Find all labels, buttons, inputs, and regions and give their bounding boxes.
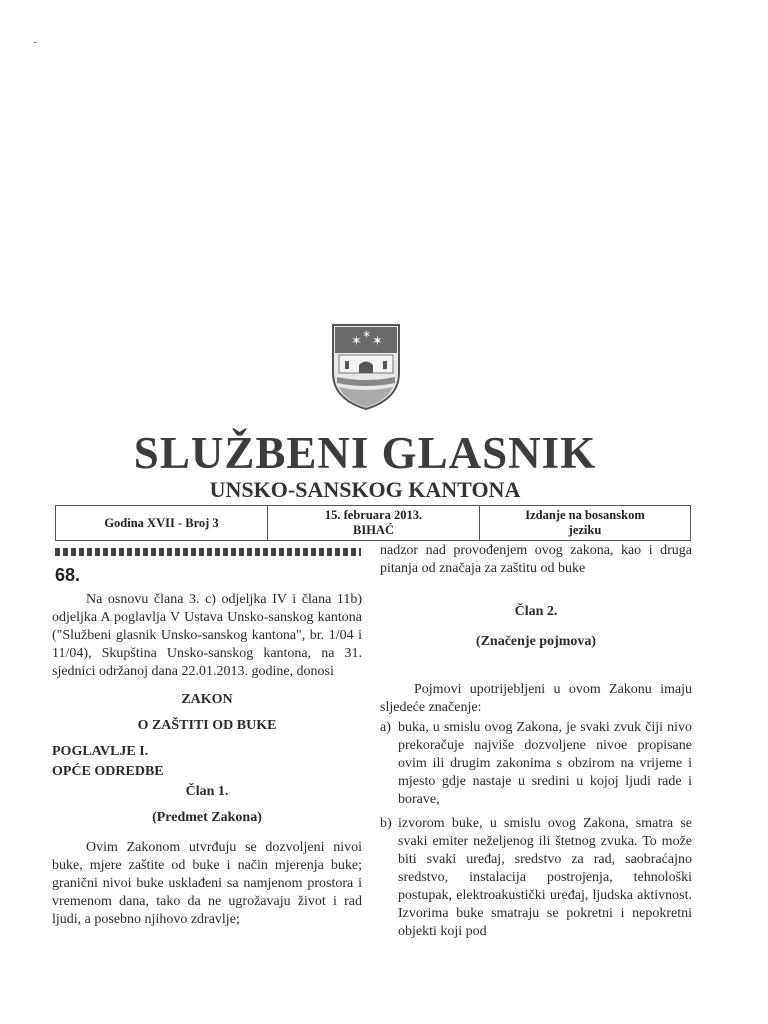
scan-mark: -	[33, 36, 37, 48]
gazette-title: SLUŽBENI GLASNIK	[133, 428, 597, 478]
article-1-text: Ovim Zakonom utvrđuju se dozvoljeni nivoi buke, mjere zaštite od buke i način mjerenja buke; granični nivoi buke usklađeni sa namjenom prostora i vremenom dana, tako da ne ugrožavaju život i rad ljudi, a posebno njihovo zdravlje;	[52, 840, 362, 927]
chapter-heading: POGLAVLJE I.	[52, 744, 149, 759]
edition-line-1: Izdanje na bosanskom	[525, 508, 645, 522]
list-item-text: izvorom buke, u smislu ovog Zakona, smatra se svaki emiter neželjenog ili štetnog zvuka. To može biti svaki uređaj, sredstvo za rad, saobraćajno sredstvo, instalacija postrojenja, tehnološki postupak, elektroakustički uređaj, ljudska aktivnost. Izvorima buke smatraju se pokretni i nepokretni objekti koji pod	[398, 816, 692, 939]
list-item	[380, 815, 692, 941]
edition-cell	[480, 506, 690, 540]
preamble: Na osnovu člana 3. c) odjeljka IV i člana 11b) odjeljka A poglavlja V Ustava Unsko-sanskog kantona ("Službeni glasnik Unsko-sanskog kantona", br. 1/04 i 11/04), Skupština Unsko-sanskog kantona, na 31. sjednici održanoj dana 22.01.2013. godine, donosi	[52, 592, 362, 679]
edition-line-2: jeziku	[568, 523, 602, 537]
law-title: O ZAŠTITI OD BUKE	[137, 718, 277, 733]
svg-text:✶: ✶	[351, 334, 362, 349]
document-number: 68.	[55, 565, 81, 585]
list-item-text: buka, u smislu ovog Zakona, je svaki zvuk čiji nivo prekoračuje najviše dozvoljene nivoe propisane ovim ili drugim zakonima s obzirom na vrijeme i mjesto gdje nastaje u sredini u kojoj ljudi rade i borave,	[398, 720, 692, 807]
article-1-title: Član 1.	[185, 784, 229, 799]
article-2-title: Član 2.	[514, 604, 558, 619]
list-marker: a)	[380, 720, 391, 735]
list-item	[380, 719, 692, 809]
issue-date: 15. februara 2013.	[324, 508, 423, 522]
date-cell	[268, 506, 480, 540]
gazette-subtitle: UNSKO-SANSKOG KANTONA	[209, 477, 521, 502]
chapter-title: OPĆE ODREDBE	[52, 764, 164, 779]
article-1-subtitle: (Predmet Zakona)	[152, 810, 262, 825]
right-column	[380, 542, 692, 941]
issue-info-bar	[55, 505, 691, 541]
section-divider	[55, 548, 361, 556]
issue-text: Godina XVII - Broj 3	[104, 515, 219, 530]
svg-text:✶: ✶	[362, 328, 372, 341]
issue-cell	[56, 506, 268, 540]
article-1-continuation: nadzor nad provođenjem ovog zakona, kao i druga pitanja od značaja za zaštitu od buke	[380, 543, 692, 576]
law-label: ZAKON	[181, 692, 233, 707]
svg-text:✶: ✶	[372, 334, 383, 349]
issue-place: BIHAĆ	[353, 523, 394, 537]
article-2-subtitle: (Značenje pojmova)	[475, 634, 597, 649]
coat-of-arms-icon	[329, 321, 403, 411]
list-marker: b)	[380, 816, 392, 831]
article-2-intro: Pojmovi upotrijebljeni u ovom Zakonu imaju sljedeće značenje:	[380, 682, 692, 715]
definitions-list	[380, 719, 692, 941]
left-column	[52, 591, 362, 929]
